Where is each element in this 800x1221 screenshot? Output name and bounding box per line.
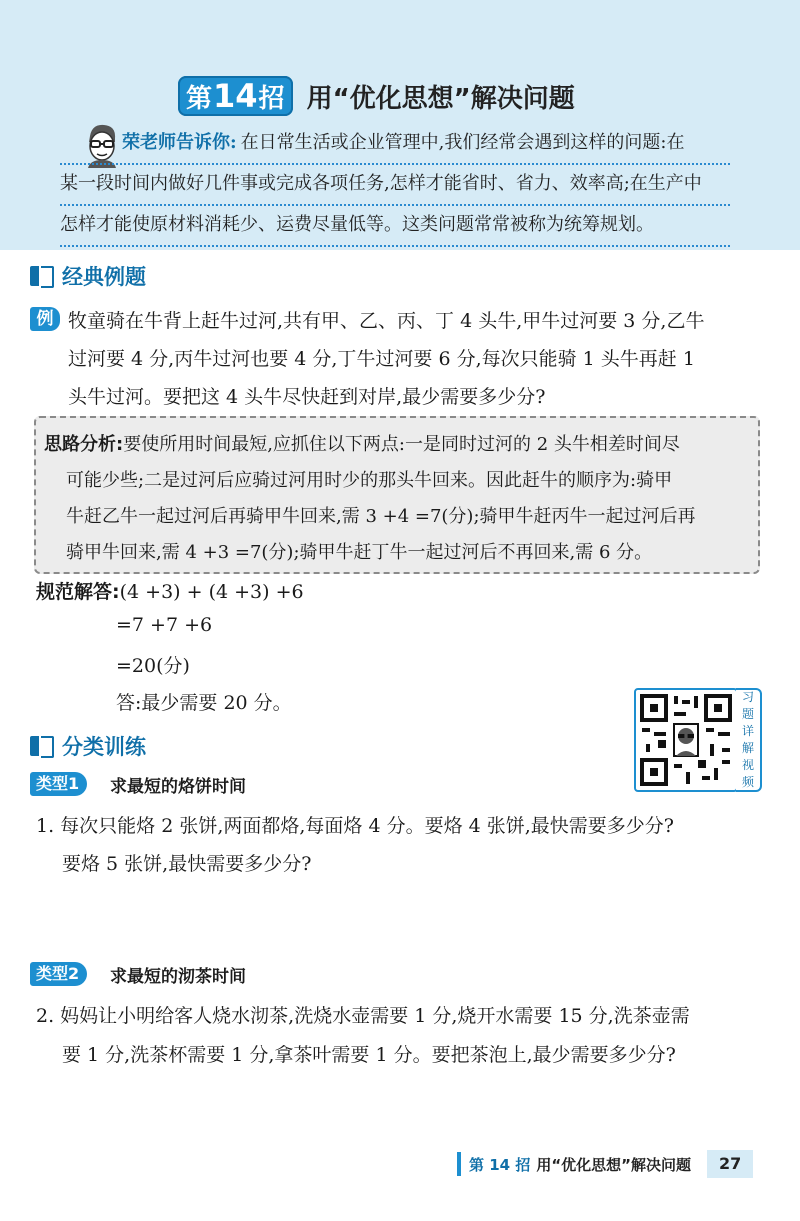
footer-chapter: 第 14 招 — [469, 1155, 531, 1174]
book-icon — [30, 736, 54, 756]
example-line: 过河要 4 分,丙牛过河也要 4 分,丁牛过河要 6 分,每次只能骑 1 头牛再赶 1 — [68, 348, 695, 370]
page-number: 27 — [707, 1150, 753, 1178]
chapter-title-text: 用“优化思想”解决问题 — [306, 83, 575, 114]
solution-line: =20(分) — [116, 655, 190, 677]
analysis-line: 可能少些;二是过河后应骑过河用时少的那头牛回来。因此赶牛的顺序为:骑甲 — [66, 470, 673, 491]
section-training-heading — [30, 731, 146, 761]
tip-line — [60, 124, 730, 165]
solution-line — [36, 577, 304, 604]
chapter-badge — [178, 76, 293, 116]
example-line: 牧童骑在牛背上赶牛过河,共有甲、乙、丙、丁 4 头牛,甲牛过河要 3 分,乙牛 — [68, 310, 705, 332]
solution-answer: 答:最少需要 20 分。 — [116, 692, 292, 714]
qr-label-char: 频 — [741, 775, 754, 789]
example-badge: 例 — [30, 307, 60, 331]
page-footer — [457, 1150, 753, 1178]
type2-title: 求最短的沏茶时间 — [110, 967, 246, 987]
qr-label-char: 题 — [741, 707, 754, 721]
qr-code-icon — [638, 692, 734, 788]
solution-line: =7 +7 +6 — [116, 614, 213, 636]
analysis-text: 要使所用时间最短,应抓住以下两点:一是同时过河的 2 头牛相差时间尽 — [123, 434, 680, 455]
tip-text: 在日常生活或企业管理中,我们经常会遇到这样的问题:在 — [240, 132, 685, 153]
chapter-title — [178, 74, 575, 118]
solution-label: 规范解答: — [36, 581, 120, 603]
analysis-line: 牛赶乙牛一起过河后再骑甲牛回来,需 3 +4 =7(分);骑甲牛赶丙牛一起过河后再 — [66, 506, 696, 527]
question-line: 要烙 5 张饼,最快需要多少分? — [62, 853, 312, 875]
badge-post: 招 — [258, 83, 285, 114]
qr-label-char: 习 — [741, 690, 754, 704]
teacher-label: 荣老师告诉你: — [122, 132, 237, 153]
type2-badge: 类型2 — [30, 962, 87, 986]
tip-text: 怎样才能使原材料消耗少、运费尽量低等。这类问题常常被称为统筹规划。 — [60, 214, 654, 235]
analysis-label: 思路分析: — [44, 434, 124, 455]
type1-title: 求最短的烙饼时间 — [110, 777, 246, 797]
qr-label-char: 视 — [741, 758, 754, 772]
analysis-line — [44, 430, 680, 456]
footer-title: 用“优化思想”解决问题 — [536, 1155, 692, 1174]
footer-accent-bar — [457, 1152, 461, 1176]
analysis-line: 骑甲牛回来,需 4 +3 =7(分);骑甲牛赶丁牛一起过河后不再回来,需 6 分。 — [66, 542, 653, 563]
question-line: 2. 妈妈让小明给客人烧水沏茶,洗烧水壶需要 1 分,烧开水需要 15 分,洗茶壶需 — [36, 1005, 690, 1027]
analysis-box — [34, 416, 760, 574]
book-icon — [30, 266, 54, 286]
qr-code[interactable] — [634, 688, 738, 792]
badge-number: 14 — [213, 77, 258, 115]
qr-label-char: 解 — [741, 741, 754, 755]
tip-line — [60, 165, 730, 206]
section-training-label: 分类训练 — [62, 735, 146, 759]
qr-video-label — [736, 688, 762, 792]
tip-text: 某一段时间内做好几件事或完成各项任务,怎样才能省时、省力、效率高;在生产中 — [60, 173, 702, 194]
section-example-label: 经典例题 — [62, 265, 146, 289]
solution-expr: (4 +3) + (4 +3) +6 — [119, 581, 304, 603]
question-line: 1. 每次只能烙 2 张饼,两面都烙,每面烙 4 分。要烙 4 张饼,最快需要多少分? — [36, 815, 674, 837]
tip-line — [60, 206, 730, 247]
section-example-heading — [30, 261, 146, 291]
qr-label-char: 详 — [741, 724, 754, 738]
badge-pre: 第 — [186, 83, 213, 114]
type1-badge: 类型1 — [30, 772, 87, 796]
teacher-tip — [60, 124, 730, 247]
example-line: 头牛过河。要把这 4 头牛尽快赶到对岸,最少需要多少分? — [68, 386, 546, 408]
question-line: 要 1 分,洗茶杯需要 1 分,拿茶叶需要 1 分。要把茶泡上,最少需要多少分? — [62, 1044, 676, 1066]
